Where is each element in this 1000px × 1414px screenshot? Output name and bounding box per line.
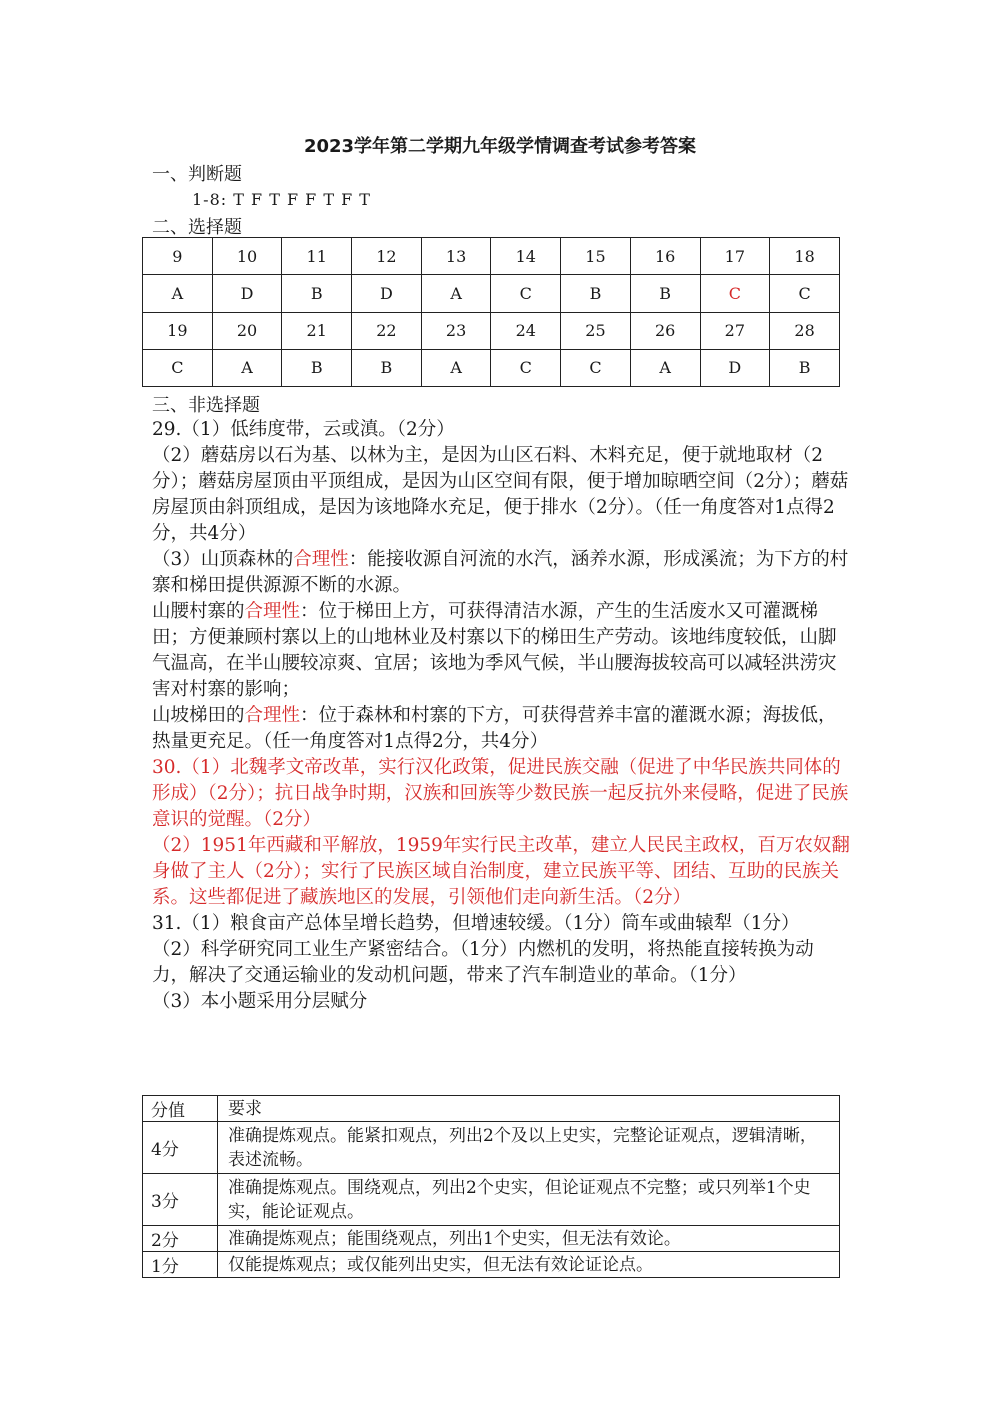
question-number-cell: 17 xyxy=(700,238,770,275)
table-row xyxy=(143,349,840,386)
question-number-cell: 14 xyxy=(491,238,561,275)
rubric-header-score: 分值 xyxy=(143,1096,218,1122)
answer-29-part-1: 29.（1）低纬度带，云或滇。（2分） xyxy=(152,419,455,440)
section-true-false-heading: 一、判断题 xyxy=(152,164,242,185)
question-number-cell: 25 xyxy=(561,312,631,349)
answer-text: 山腰村寨的 xyxy=(152,601,245,622)
table-row xyxy=(143,312,840,349)
question-number-cell: 13 xyxy=(421,238,491,275)
answer-cell: D xyxy=(700,349,770,386)
rubric-requirement: 准确提炼观点。围绕观点，列出2个史实，但论证观点不完整；或只列举1个史实，能论证观点。 xyxy=(218,1174,840,1226)
question-number-cell: 18 xyxy=(770,238,840,275)
answer-text: 山坡梯田的 xyxy=(152,705,245,726)
highlight-keyword: 合理性 xyxy=(244,601,301,622)
true-false-answers: 1-8: T F T F F T F T xyxy=(192,190,371,209)
answer-30-part-1: 30.（1）北魏孝文帝改革，实行汉化政策，促进民族交融（促进了中华民族共同体的形成）（2分）；抗日战争时期，汉族和回族等少数民族一起反抗外来侵略，促进了民族意识的觉醒。（2分） xyxy=(152,757,849,830)
question-number-cell: 20 xyxy=(212,312,282,349)
answers-body xyxy=(152,417,850,1015)
answer-cell: C xyxy=(561,349,631,386)
answer-cell: C xyxy=(491,275,561,312)
question-number-cell: 28 xyxy=(770,312,840,349)
highlight-keyword: 合理性 xyxy=(244,705,301,726)
rubric-score: 1分 xyxy=(143,1252,218,1278)
answer-cell: C xyxy=(143,349,213,386)
answer-cell: B xyxy=(561,275,631,312)
answer-29-part-3-terrace xyxy=(152,703,850,755)
table-row xyxy=(143,1174,840,1226)
answer-29-part-3-forest xyxy=(152,547,850,599)
answer-cell: B xyxy=(282,275,352,312)
answer-cell: A xyxy=(421,349,491,386)
question-number-cell: 22 xyxy=(352,312,422,349)
table-row xyxy=(143,1226,840,1252)
answer-cell: B xyxy=(352,349,422,386)
question-number-cell: 27 xyxy=(700,312,770,349)
answer-30-part-2: （2）1951年西藏和平解放，1959年实行民主改革，建立人民民主政权，百万农奴翻身做了主人（2分）；实行了民族区域自治制度，建立民族平等、团结、互助的民族关系。这些都促进了藏族地区的发展，引领他们走向新生活。（2分） xyxy=(152,835,850,908)
question-number-cell: 10 xyxy=(212,238,282,275)
question-number-cell: 16 xyxy=(630,238,700,275)
answer-cell: A xyxy=(212,349,282,386)
multiple-choice-table xyxy=(142,237,840,387)
section-multiple-choice-heading: 二、选择题 xyxy=(152,217,242,238)
question-number-cell: 9 xyxy=(143,238,213,275)
rubric-score: 4分 xyxy=(143,1122,218,1174)
answer-text: ：位于梯田上方，可获得清洁水源，产生的生活废水又可灌溉梯田；方便兼顾村寨以上的山地林业及村寨以下的梯田生产劳动。该地纬度较低，山脚气温高，在半山腰较凉爽、宜居；该地为季风气候，半山腰海拔较高可以减轻洪涝灾害对村寨的影响； xyxy=(152,601,837,700)
rubric-requirement: 准确提炼观点；能围绕观点，列出1个史实，但无法有效论。 xyxy=(218,1226,840,1252)
rubric-score: 3分 xyxy=(143,1174,218,1226)
scoring-rubric-table xyxy=(142,1095,840,1278)
rubric-score: 2分 xyxy=(143,1226,218,1252)
answer-text: （3）山顶森林的 xyxy=(152,549,294,570)
answer-cell: A xyxy=(630,349,700,386)
answer-cell: D xyxy=(212,275,282,312)
rubric-requirement: 准确提炼观点。能紧扣观点，列出2个及以上史实，完整论证观点，逻辑清晰，表述流畅。 xyxy=(218,1122,840,1174)
table-row xyxy=(143,275,840,312)
question-number-cell: 19 xyxy=(143,312,213,349)
table-row xyxy=(143,1252,840,1278)
answer-cell: B xyxy=(770,349,840,386)
question-number-cell: 26 xyxy=(630,312,700,349)
question-number-cell: 11 xyxy=(282,238,352,275)
answer-cell: A xyxy=(421,275,491,312)
answer-text: ：位于森林和村寨的下方，可获得营养丰富的灌溉水源；海拔低，热量更充足。（任一角度答对1点得2分，共4分） xyxy=(152,705,837,752)
answer-text: ：能接收源自河流的水汽，涵养水源，形成溪流；为下方的村寨和梯田提供源源不断的水源。 xyxy=(152,549,849,596)
answer-29-part-3-village xyxy=(152,599,850,703)
answer-cell: B xyxy=(282,349,352,386)
answer-29-part-2: （2）蘑菇房以石为基、以林为主，是因为山区石料、木料充足，便于就地取材（2分）；蘑菇房屋顶由平顶组成，是因为山区空间有限，便于增加晾晒空间（2分）；蘑菇房屋顶由斜顶组成，是因为该地降水充足，便于排水（2分）。（任一角度答对1点得2分，共4分） xyxy=(152,445,849,544)
answer-cell: C xyxy=(770,275,840,312)
table-row xyxy=(143,1122,840,1174)
section-non-choice-heading: 三、非选择题 xyxy=(152,395,260,416)
table-row xyxy=(143,1096,840,1122)
question-number-cell: 21 xyxy=(282,312,352,349)
page-title: 2023学年第二学期九年级学情调查考试参考答案 xyxy=(303,136,697,157)
table-row xyxy=(143,238,840,275)
answer-31-part-2: （2）科学研究同工业生产紧密结合。（1分）内燃机的发明，将热能直接转换为动力，解决了交通运输业的发动机问题，带来了汽车制造业的革命。（1分） xyxy=(152,939,814,986)
answer-31-part-1: 31.（1）粮食亩产总体呈增长趋势，但增速较缓。（1分）筒车或曲辕犁（1分） xyxy=(152,913,800,934)
question-number-cell: 12 xyxy=(352,238,422,275)
rubric-requirement: 仅能提炼观点；或仅能列出史实，但无法有效论证论点。 xyxy=(218,1252,840,1278)
rubric-header-requirement: 要求 xyxy=(218,1096,840,1122)
highlight-keyword: 合理性 xyxy=(293,549,349,570)
answer-cell: D xyxy=(352,275,422,312)
question-number-cell: 15 xyxy=(561,238,631,275)
answer-31-part-3: （3）本小题采用分层赋分 xyxy=(152,991,368,1012)
answer-cell: C xyxy=(491,349,561,386)
answer-cell-highlighted: C xyxy=(700,275,770,312)
question-number-cell: 23 xyxy=(421,312,491,349)
answer-cell: B xyxy=(630,275,700,312)
answer-cell: A xyxy=(143,275,213,312)
question-number-cell: 24 xyxy=(491,312,561,349)
